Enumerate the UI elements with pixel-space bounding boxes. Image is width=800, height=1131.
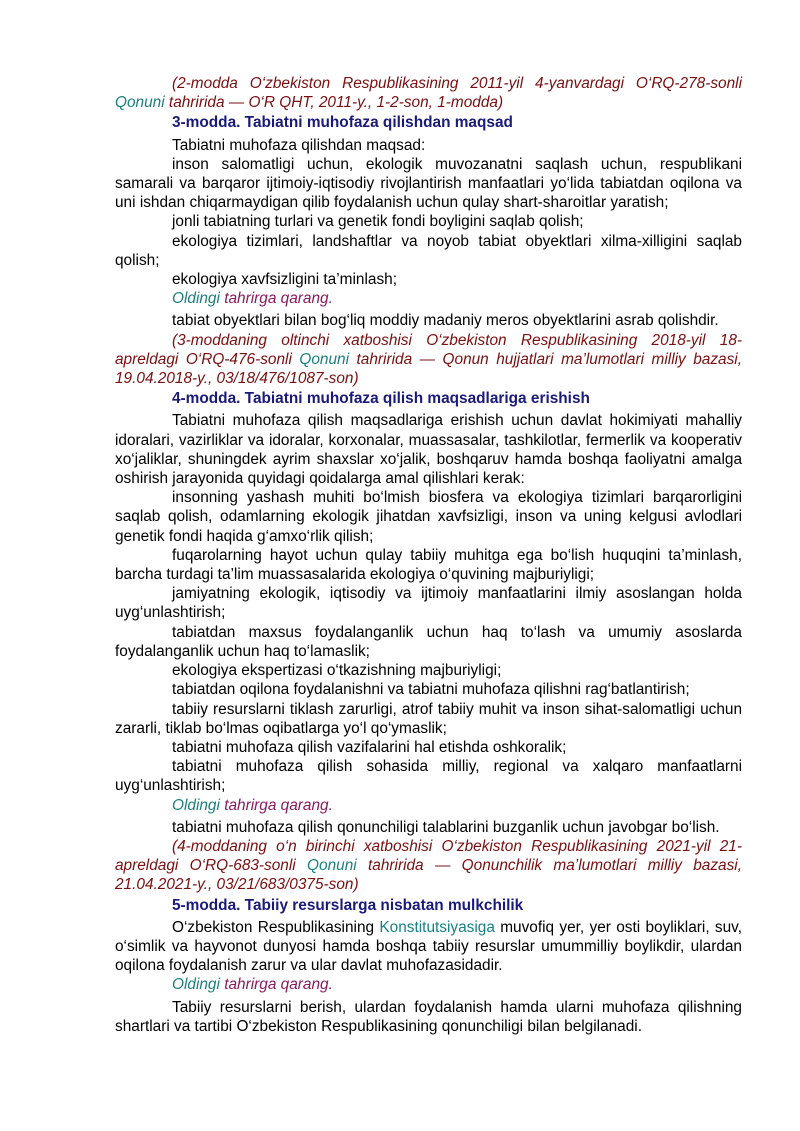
article-3-paragraph: tabiat obyektlari bilan bog‘liq moddiy madaniy meros obyektlarini asrab qolishdir. [172, 312, 719, 330]
article-5-heading: 5-modda. Tabiiy resurslarga nisbatan mulkchilik [172, 896, 524, 914]
article-3-paragraph: ekologiya tizimlari, landshaftlar va noyob tabiat obyektlari xilma-xilligini saqlab qolish; [115, 232, 742, 269]
previous-edition-link[interactable]: Oldingi [172, 290, 220, 308]
article-3-paragraph: Tabiatni muhofaza qilishdan maqsad: [172, 136, 426, 154]
article-3-paragraph: inson salomatligi uchun, ekologik muvozanatni saqlash uchun, respublikani samarali va barqaror ijtimoiy-iqtisodiy rivojlantirish manfaatlari yo‘lida tabiatdan oqilona va uni ishdan chiqarmaydigan qilib foydalanish uchun qulay shart-sharoitlar yaratish; [115, 155, 742, 212]
law-link[interactable]: Qonuni [115, 94, 165, 112]
article-3-heading: 3-modda. Tabiatni muhofaza qilishdan maqsad [172, 114, 513, 132]
article-4-paragraph: fuqarolarning hayot uchun qulay tabiiy muhitga ega bo‘lish huquqini ta’minlash, barcha turdagi ta’lim muassasalarida ekologiya o‘quvining majburiyligi; [115, 546, 742, 584]
article-3-paragraph: ekologiya xavfsizligini ta’minlash; [172, 271, 397, 289]
paragraph-text: muvofiq yer, yer osti boyliklari, suv, o‘simlik va hayvonot dunyosi hamda boshqa tabiiy resurslar umummilliy boylikdir, ulardan oqilona foydalanish zarur va ular davlat muhofazasidadir. [115, 918, 742, 975]
previous-edition-link[interactable]: Oldingi [172, 796, 220, 814]
amendment-note-article-2 [115, 74, 742, 112]
article-4-paragraph: tabiatni muhofaza qilish vazifalarini hal etishda oshkoralik; [172, 738, 567, 756]
article-4-paragraph: tabiatdan oqilona foydalanishni va tabiatni muhofaza qilishni rag‘batlantirish; [172, 681, 690, 699]
previous-edition-reference [115, 975, 742, 994]
article-5-paragraph [115, 918, 742, 976]
note-text: tahririda — O‘R QHT, 2011-y., 1-2-son, 1-modda) [164, 94, 504, 112]
previous-edition-link[interactable]: Oldingi [172, 976, 220, 994]
reference-text: tahrirga qarang. [219, 290, 333, 308]
note-text: (4-moddaning o‘n birinchi xatboshisi O‘zbekiston Respublikasining 2021-yil 21-apreldagi O‘RQ-683-sonli [115, 837, 742, 875]
article-3-paragraph: jonli tabiatning turlari va genetik fondi boyligini saqlab qolish; [172, 213, 584, 231]
article-4-heading: 4-modda. Tabiatni muhofaza qilish maqsadlariga erishish [172, 390, 590, 408]
article-4-paragraph: jamiyatning ekologik, iqtisodiy va ijtimoiy manfaatlarini ilmiy asoslangan holda uyg‘unlashtirish; [115, 585, 742, 622]
previous-edition-reference [115, 796, 742, 815]
note-text: tahririda — Qonun hujjatlari ma’lumotlari milliy bazasi, 19.04.2018-y., 03/18/476/1087-son) [115, 350, 742, 388]
article-4-paragraph: tabiatdan maxsus foydalanganlik uchun haq to‘lash va umumiy asoslarda foydalanganlik uchun haq to‘lamaslik; [115, 623, 742, 660]
article-5-paragraph: Tabiiy resurslarni berish, ulardan foydalanish hamda ularni muhofaza qilishning shartlari va tartibi O‘zbekiston Respublikasining qonunchiligi bilan belgilanadi. [115, 998, 742, 1035]
article-4-paragraph: tabiatni muhofaza qilish qonunchiligi talablarini buzganlik uchun javobgar bo‘lish. [172, 818, 720, 836]
article-4-paragraph: tabiiy resurslarni tiklash zarurligi, atrof tabiiy muhit va inson sihat-salomatligi uchun zararli, tiklab bo‘lmas oqibatlarga yo‘l qo‘ymaslik; [115, 700, 742, 737]
amendment-note-article-3 [115, 331, 742, 389]
reference-text: tahrirga qarang. [219, 796, 333, 814]
constitution-link[interactable]: Konstitutsiyasiga [379, 918, 495, 936]
note-text: (2-modda O‘zbekiston Respublikasining 2011-yil 4-yanvardagi O‘RQ-278-sonli [172, 75, 742, 92]
law-link[interactable]: Qonuni [307, 857, 357, 875]
previous-edition-reference [115, 289, 742, 308]
paragraph-text: O‘zbekiston Respublikasining [172, 918, 380, 936]
article-4-paragraph: tabiatni muhofaza qilish sohasida milliy, regional va xalqaro manfaatlarni uyg‘unlashtirish; [115, 758, 742, 795]
article-4-paragraph: insonning yashash muhiti bo‘lmish biosfera va ekologiya tizimlari barqarorligini saqlab qolish, odamlarning ekologik jihatdan xavfsizligi, inson va uning kelgusi avlodlari genetik fondi haqida g‘amxo‘rlik qilish; [115, 489, 742, 545]
reference-text: tahrirga qarang. [219, 976, 333, 994]
note-text: tahririda — Qonunchilik ma’lumotlari milliy bazasi, 21.04.2021-y., 03/21/683/0375-son) [115, 857, 742, 894]
article-4-paragraph: ekologiya ekspertizasi o‘tkazishning majburiyligi; [172, 662, 502, 680]
article-4-paragraph: Tabiatni muhofaza qilish maqsadlariga erishish uchun davlat hokimiyati mahalliy idoralari, vazirliklar va idoralar, korxonalar, muassasalar, tashkilotlar, fermerlik va kooperativ xo‘jaliklar, shuningdek ayrim shaxslar xo‘jalik, boshqaruv hamda boshqa faoliyatni amalga oshirish jarayonida quyidagi qoidalarga amal qilishlari kerak: [115, 412, 742, 488]
amendment-note-article-4 [115, 837, 742, 895]
note-text: (3-moddaning oltinchi xatboshisi O‘zbekiston Respublikasining 2018-yil 18-apreldagi O‘RQ-476-sonli [115, 331, 742, 368]
law-link[interactable]: Qonuni [299, 350, 350, 368]
